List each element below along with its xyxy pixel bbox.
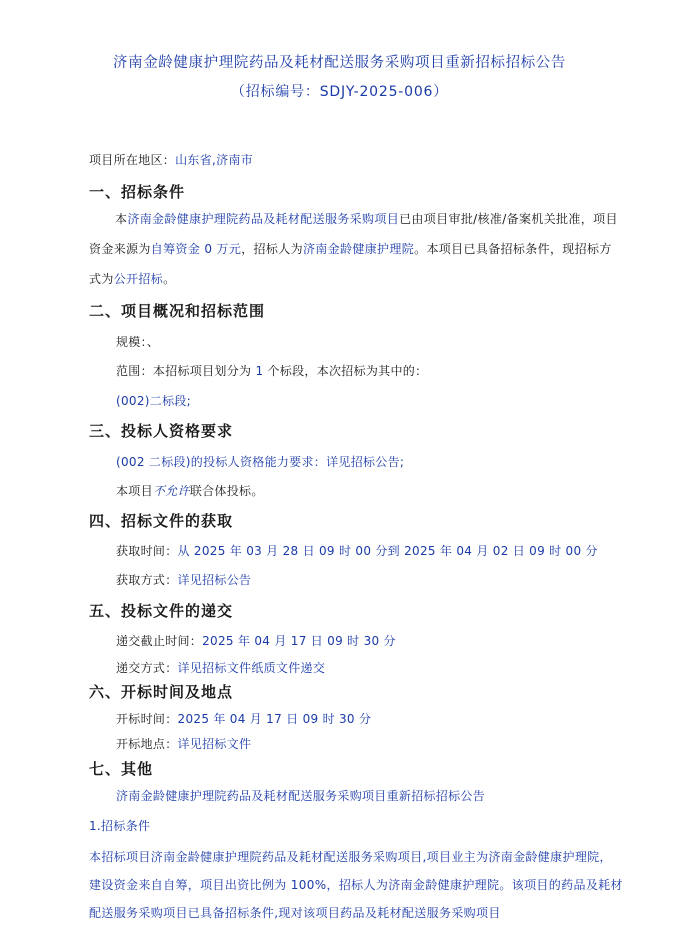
obtain-time-value: 从 2025 年 03 月 28 日 09 时 00 分到 2025 年 04 月 02 日 09 时 00 分 (177, 544, 598, 558)
tender-code: （招标编号：SDJY-2025-006） (230, 84, 449, 100)
funding-source: 自筹资金 0 万元 (150, 242, 242, 256)
joint-bid-line: 本项目不允许联合体投标。 (116, 484, 264, 498)
obtain-method-line: 获取方式：详见招标公告 (116, 573, 252, 587)
section-1-paragraph: 本济南金龄健康护理院药品及耗材配送服务采购项目已由项目审批/核准/备案机关批准，项目资金来源为自筹资金 0 万元，招标人为济南金龄健康护理院。本项目已具备招标条件，现招标方式为公开招标。 (89, 212, 618, 286)
obtain-time-line: 获取时间：从 2025 年 03 月 28 日 09 时 00 分到 2025 年 04 月 02 日 09 时 00 分 (116, 544, 598, 558)
obtain-method-value: 详见招标公告 (177, 573, 252, 587)
region-row (89, 151, 253, 168)
submit-method-line: 递交方式：详见招标文件纸质文件递交 (116, 661, 326, 675)
section-3-heading: 三、投标人资格要求 (89, 422, 234, 440)
section-5-heading: 五、投标文件的递交 (89, 602, 234, 620)
project-name: 济南金龄健康护理院药品及耗材配送服务采购项目 (127, 212, 400, 226)
lot-count: 1 (255, 364, 264, 378)
repeat-title: 济南金龄健康护理院药品及耗材配送服务采购项目重新招标招标公告 (116, 789, 486, 803)
opening-time-line: 开标时间：2025 年 04 月 17 日 09 时 30 分 (116, 712, 372, 726)
bid-conditions-paragraph: 本招标项目济南金龄健康护理院药品及耗材配送服务采购项目,项目业主为济南金龄健康护理院，建设资金来自自筹，项目出资比例为 100%，招标人为济南金龄健康护理院。该项目的药品及耗材配送服务采购项目已具备招标条件,现对该项目药品及耗材配送服务采购项目 (89, 850, 623, 920)
submit-method-value: 详见招标文件纸质文件递交 (177, 661, 326, 675)
region-label: 项目所在地区： (89, 153, 176, 167)
scale-line: 规模：、 (116, 335, 160, 349)
region-value: 山东省,济南市 (175, 153, 254, 167)
announcement-title: 济南金龄健康护理院药品及耗材配送服务采购项目重新招标招标公告 (113, 55, 566, 71)
sub-heading-bid-conditions: 1.招标条件 (89, 819, 151, 833)
section-7-heading: 七、其他 (89, 760, 154, 778)
opening-place-value: 详见招标文件 (177, 737, 252, 751)
qualification-value: 详见招标公告; (326, 455, 405, 469)
tenderer-name: 济南金龄健康护理院 (302, 242, 415, 256)
section-4-heading: 四、招标文件的获取 (89, 512, 234, 530)
section-2-heading: 二、项目概况和招标范围 (89, 302, 266, 320)
scope-line: 范围：本招标项目划分为 1 个标段，本次招标为其中的： (116, 364, 428, 378)
deadline-line: 递交截止时间：2025 年 04 月 17 日 09 时 30 分 (116, 634, 396, 648)
opening-time-value: 2025 年 04 月 17 日 09 时 30 分 (177, 712, 372, 726)
deadline-value: 2025 年 04 月 17 日 09 时 30 分 (202, 634, 396, 648)
joint-bid-value: 不允许 (152, 484, 190, 498)
lot-line: (002)二标段; (116, 394, 192, 408)
opening-place-line: 开标地点：详见招标文件 (116, 737, 252, 751)
section-6-heading: 六、开标时间及地点 (89, 683, 234, 701)
qualification-line: (002 二标段)的投标人资格能力要求：详见招标公告; (116, 455, 405, 469)
tender-method: 公开招标 (113, 272, 164, 286)
section-1-heading: 一、招标条件 (89, 183, 186, 201)
